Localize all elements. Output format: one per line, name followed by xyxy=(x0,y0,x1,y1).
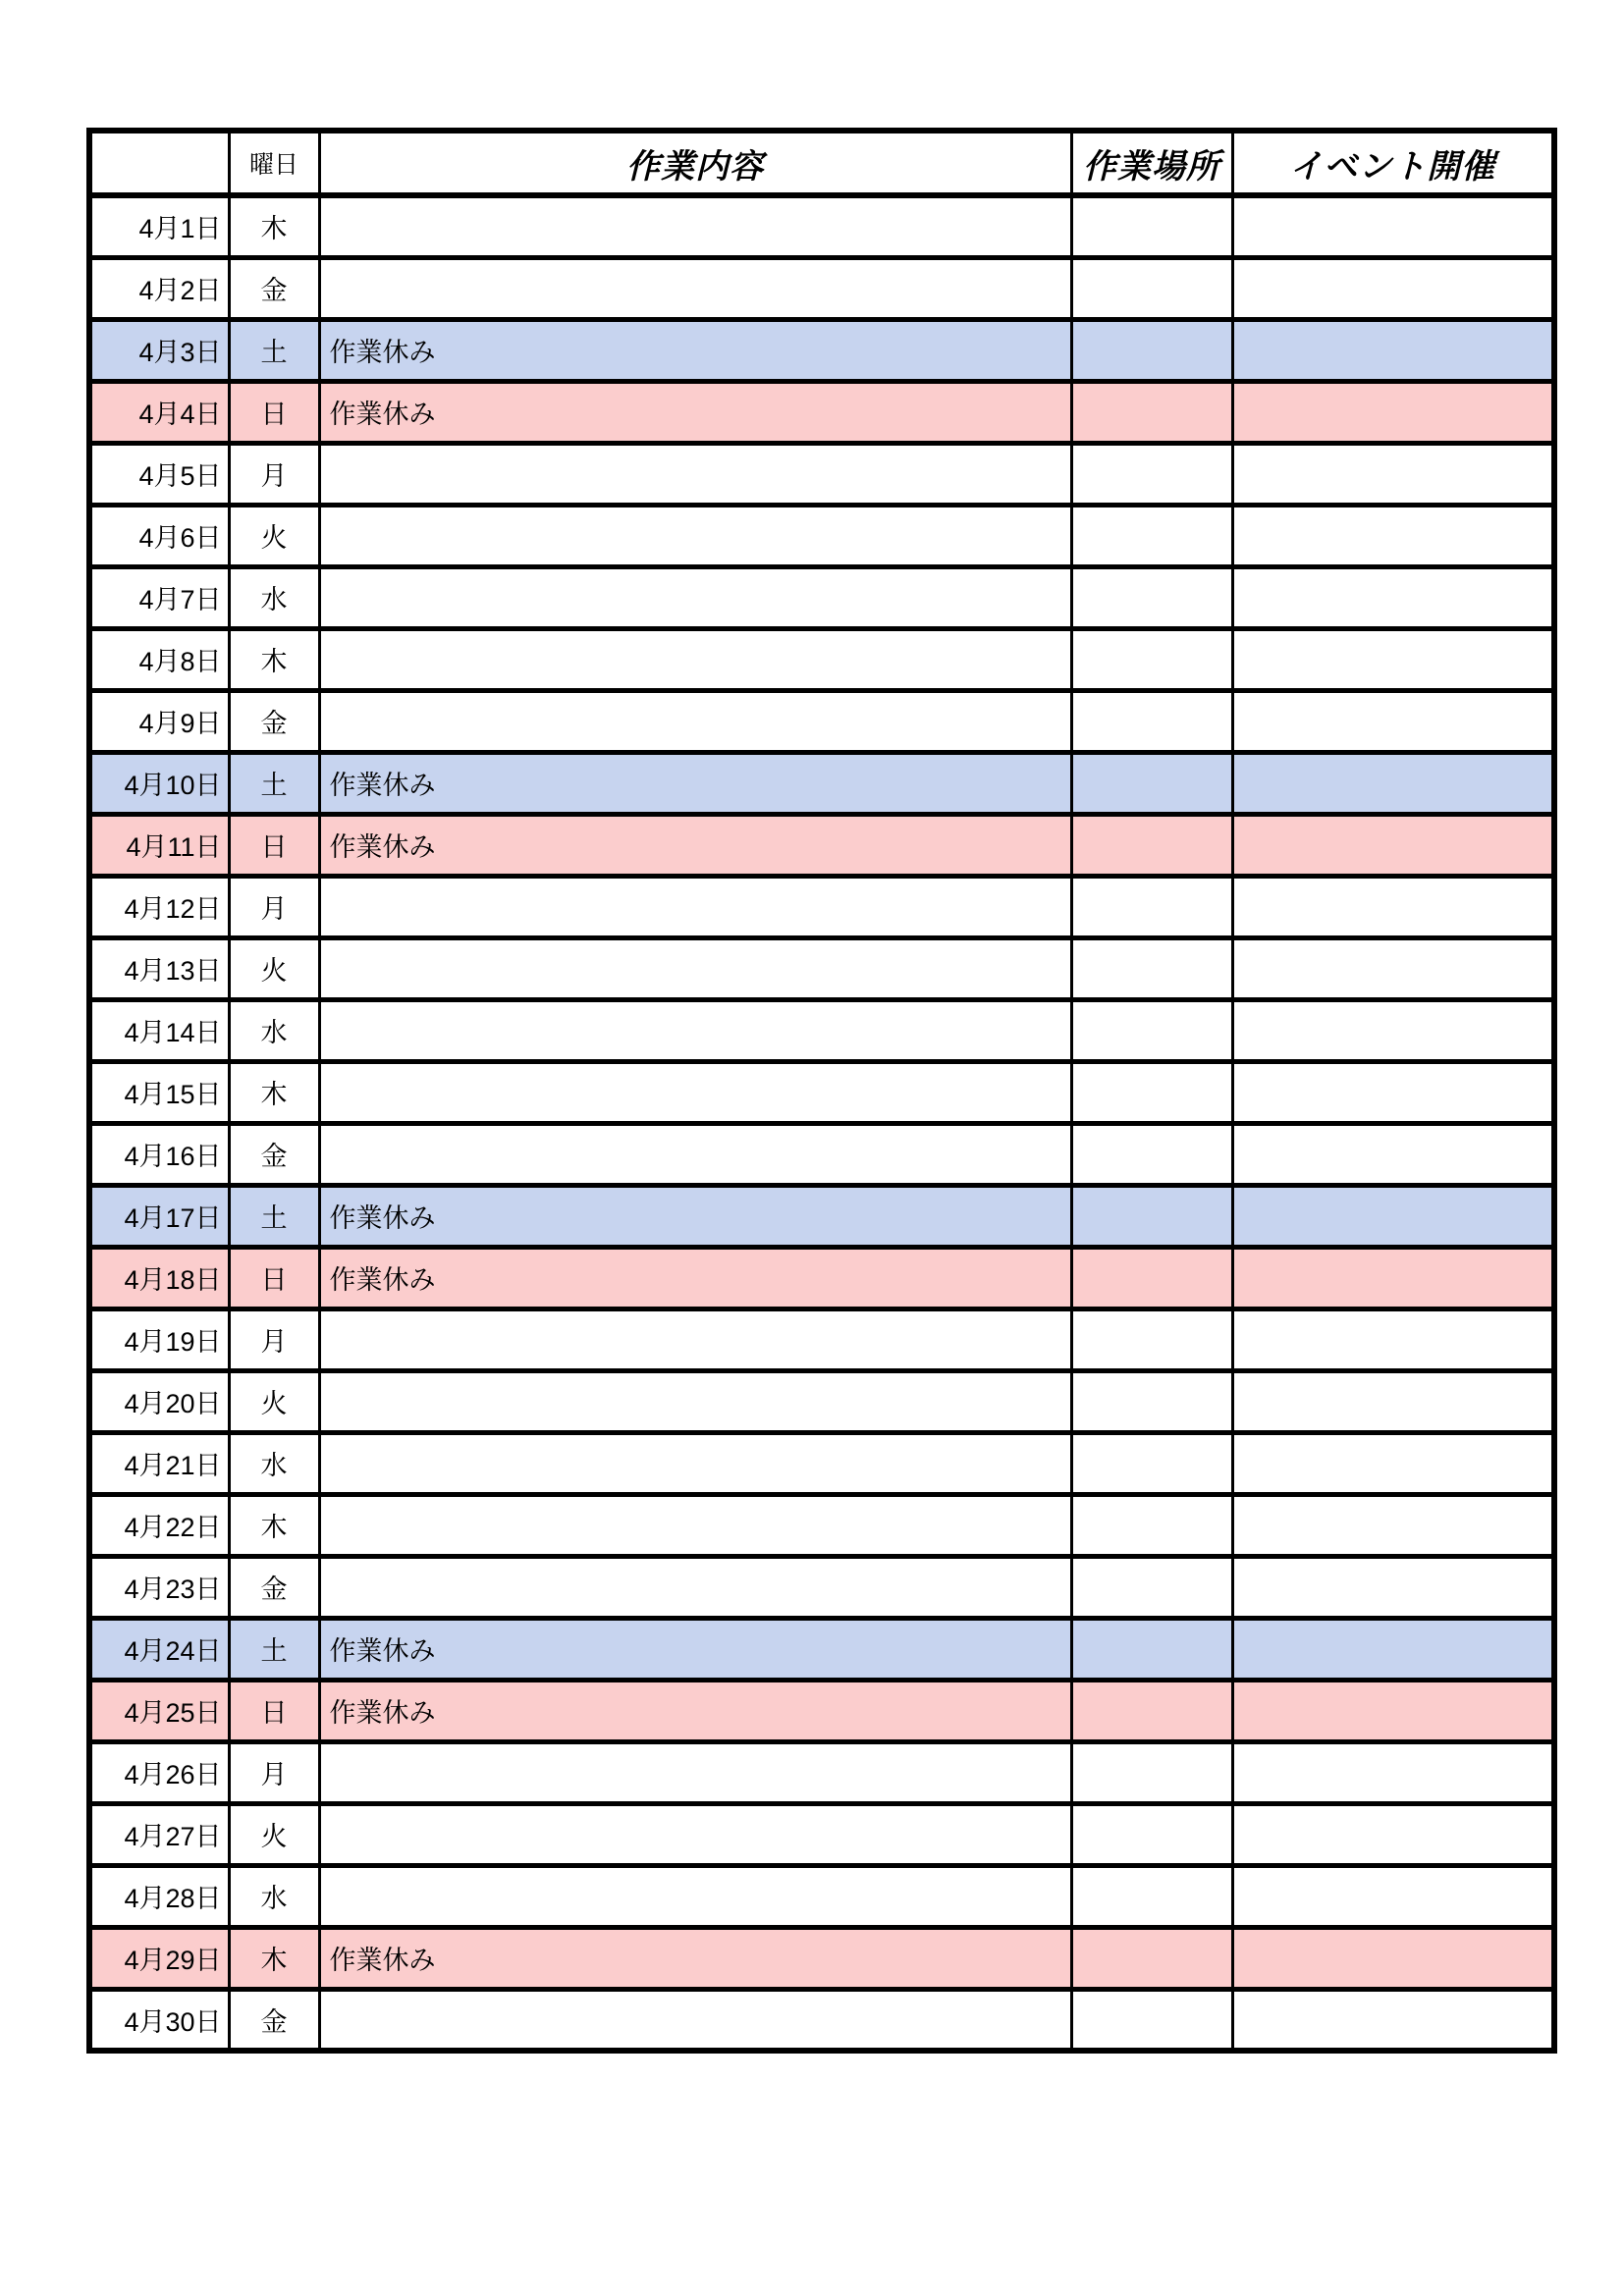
work-location-cell xyxy=(1071,752,1232,814)
event-cell xyxy=(1232,628,1554,690)
table-row xyxy=(89,381,1554,443)
table-row xyxy=(89,1680,1554,1741)
date-cell: 4月15日 xyxy=(89,1061,229,1123)
schedule-table xyxy=(86,128,1557,2054)
weekday-cell: 日 xyxy=(229,1247,319,1308)
work-location-cell xyxy=(1071,937,1232,999)
work-content-cell xyxy=(319,628,1071,690)
work-content-cell: 作業休み xyxy=(319,1185,1071,1247)
work-location-cell xyxy=(1071,876,1232,937)
event-cell xyxy=(1232,937,1554,999)
date-cell: 4月29日 xyxy=(89,1927,229,1989)
date-cell: 4月25日 xyxy=(89,1680,229,1741)
weekday-cell: 火 xyxy=(229,505,319,566)
work-location-cell xyxy=(1071,1927,1232,1989)
weekday-cell: 土 xyxy=(229,1618,319,1680)
work-location-cell xyxy=(1071,1803,1232,1865)
work-content-cell xyxy=(319,1061,1071,1123)
weekday-cell: 金 xyxy=(229,1989,319,2051)
date-cell: 4月30日 xyxy=(89,1989,229,2051)
date-cell: 4月12日 xyxy=(89,876,229,937)
weekday-cell: 金 xyxy=(229,1556,319,1618)
table-row xyxy=(89,1989,1554,2051)
weekday-cell: 日 xyxy=(229,814,319,876)
event-cell xyxy=(1232,814,1554,876)
event-cell xyxy=(1232,752,1554,814)
date-cell: 4月4日 xyxy=(89,381,229,443)
work-location-cell xyxy=(1071,1432,1232,1494)
table-row xyxy=(89,628,1554,690)
weekday-cell: 水 xyxy=(229,999,319,1061)
weekday-cell: 土 xyxy=(229,752,319,814)
date-cell: 4月8日 xyxy=(89,628,229,690)
table-row xyxy=(89,1123,1554,1185)
date-cell: 4月2日 xyxy=(89,257,229,319)
table-row xyxy=(89,1618,1554,1680)
work-content-cell: 作業休み xyxy=(319,319,1071,381)
date-cell: 4月10日 xyxy=(89,752,229,814)
date-cell: 4月9日 xyxy=(89,690,229,752)
event-cell xyxy=(1232,1061,1554,1123)
work-content-cell xyxy=(319,1556,1071,1618)
table-body xyxy=(89,195,1554,2051)
header-date-blank xyxy=(89,131,229,195)
date-cell: 4月28日 xyxy=(89,1865,229,1927)
event-cell xyxy=(1232,1556,1554,1618)
header-event: イベント開催 xyxy=(1232,131,1554,195)
work-content-cell xyxy=(319,566,1071,628)
event-cell xyxy=(1232,1680,1554,1741)
event-cell xyxy=(1232,381,1554,443)
weekday-cell: 木 xyxy=(229,628,319,690)
weekday-cell: 火 xyxy=(229,1803,319,1865)
work-location-cell xyxy=(1071,814,1232,876)
header-row xyxy=(89,131,1554,195)
work-content-cell: 作業休み xyxy=(319,1618,1071,1680)
work-content-cell xyxy=(319,1432,1071,1494)
event-cell xyxy=(1232,1927,1554,1989)
table-row xyxy=(89,1494,1554,1556)
table-row xyxy=(89,1803,1554,1865)
event-cell xyxy=(1232,1308,1554,1370)
table-row xyxy=(89,257,1554,319)
work-content-cell xyxy=(319,1494,1071,1556)
weekday-cell: 水 xyxy=(229,1865,319,1927)
event-cell xyxy=(1232,690,1554,752)
table-row xyxy=(89,1865,1554,1927)
header-work-location: 作業場所 xyxy=(1071,131,1232,195)
date-cell: 4月19日 xyxy=(89,1308,229,1370)
table-row xyxy=(89,319,1554,381)
weekday-cell: 月 xyxy=(229,876,319,937)
weekday-cell: 土 xyxy=(229,319,319,381)
date-cell: 4月16日 xyxy=(89,1123,229,1185)
work-content-cell xyxy=(319,1741,1071,1803)
header-weekday: 曜日 xyxy=(229,131,319,195)
event-cell xyxy=(1232,1741,1554,1803)
table-row xyxy=(89,566,1554,628)
weekday-cell: 木 xyxy=(229,1494,319,1556)
weekday-cell: 金 xyxy=(229,690,319,752)
work-location-cell xyxy=(1071,1680,1232,1741)
work-content-cell: 作業休み xyxy=(319,1247,1071,1308)
work-content-cell: 作業休み xyxy=(319,381,1071,443)
table-row xyxy=(89,195,1554,257)
work-content-cell xyxy=(319,937,1071,999)
date-cell: 4月17日 xyxy=(89,1185,229,1247)
event-cell xyxy=(1232,505,1554,566)
event-cell xyxy=(1232,443,1554,505)
event-cell xyxy=(1232,1432,1554,1494)
event-cell xyxy=(1232,1185,1554,1247)
table-row xyxy=(89,1927,1554,1989)
work-content-cell xyxy=(319,1803,1071,1865)
table-row xyxy=(89,1556,1554,1618)
weekday-cell: 木 xyxy=(229,1061,319,1123)
work-location-cell xyxy=(1071,628,1232,690)
date-cell: 4月24日 xyxy=(89,1618,229,1680)
weekday-cell: 木 xyxy=(229,195,319,257)
work-location-cell xyxy=(1071,319,1232,381)
work-content-cell xyxy=(319,1370,1071,1432)
table-row xyxy=(89,876,1554,937)
work-location-cell xyxy=(1071,1185,1232,1247)
work-location-cell xyxy=(1071,505,1232,566)
date-cell: 4月14日 xyxy=(89,999,229,1061)
date-cell: 4月6日 xyxy=(89,505,229,566)
table-row xyxy=(89,505,1554,566)
event-cell xyxy=(1232,1865,1554,1927)
weekday-cell: 火 xyxy=(229,1370,319,1432)
date-cell: 4月23日 xyxy=(89,1556,229,1618)
work-location-cell xyxy=(1071,1741,1232,1803)
table-row xyxy=(89,937,1554,999)
event-cell xyxy=(1232,1618,1554,1680)
work-content-cell xyxy=(319,505,1071,566)
work-location-cell xyxy=(1071,1123,1232,1185)
weekday-cell: 月 xyxy=(229,443,319,505)
table-row xyxy=(89,1432,1554,1494)
work-content-cell xyxy=(319,257,1071,319)
event-cell xyxy=(1232,1123,1554,1185)
weekday-cell: 水 xyxy=(229,566,319,628)
date-cell: 4月11日 xyxy=(89,814,229,876)
weekday-cell: 月 xyxy=(229,1308,319,1370)
header-work-content: 作業内容 xyxy=(319,131,1071,195)
weekday-cell: 日 xyxy=(229,1680,319,1741)
table-row xyxy=(89,1185,1554,1247)
weekday-cell: 火 xyxy=(229,937,319,999)
work-content-cell xyxy=(319,690,1071,752)
event-cell xyxy=(1232,876,1554,937)
event-cell xyxy=(1232,1803,1554,1865)
date-cell: 4月18日 xyxy=(89,1247,229,1308)
event-cell xyxy=(1232,319,1554,381)
date-cell: 4月22日 xyxy=(89,1494,229,1556)
table-row xyxy=(89,752,1554,814)
date-cell: 4月20日 xyxy=(89,1370,229,1432)
weekday-cell: 金 xyxy=(229,1123,319,1185)
weekday-cell: 木 xyxy=(229,1927,319,1989)
work-location-cell xyxy=(1071,1618,1232,1680)
work-location-cell xyxy=(1071,1865,1232,1927)
work-location-cell xyxy=(1071,1556,1232,1618)
work-content-cell xyxy=(319,1123,1071,1185)
work-content-cell xyxy=(319,1989,1071,2051)
event-cell xyxy=(1232,1370,1554,1432)
work-content-cell xyxy=(319,999,1071,1061)
work-location-cell xyxy=(1071,1989,1232,2051)
weekday-cell: 日 xyxy=(229,381,319,443)
weekday-cell: 土 xyxy=(229,1185,319,1247)
date-cell: 4月1日 xyxy=(89,195,229,257)
work-content-cell xyxy=(319,443,1071,505)
april-work-schedule xyxy=(86,128,1557,2054)
work-location-cell xyxy=(1071,690,1232,752)
table-row xyxy=(89,1741,1554,1803)
table-row xyxy=(89,999,1554,1061)
date-cell: 4月3日 xyxy=(89,319,229,381)
date-cell: 4月7日 xyxy=(89,566,229,628)
work-content-cell: 作業休み xyxy=(319,752,1071,814)
work-location-cell xyxy=(1071,1247,1232,1308)
weekday-cell: 金 xyxy=(229,257,319,319)
work-content-cell: 作業休み xyxy=(319,1927,1071,1989)
date-cell: 4月13日 xyxy=(89,937,229,999)
work-location-cell xyxy=(1071,1061,1232,1123)
event-cell xyxy=(1232,257,1554,319)
event-cell xyxy=(1232,195,1554,257)
table-row xyxy=(89,690,1554,752)
weekday-cell: 月 xyxy=(229,1741,319,1803)
work-location-cell xyxy=(1071,195,1232,257)
work-content-cell: 作業休み xyxy=(319,1680,1071,1741)
table-header xyxy=(89,131,1554,195)
work-location-cell xyxy=(1071,443,1232,505)
work-location-cell xyxy=(1071,381,1232,443)
weekday-cell: 水 xyxy=(229,1432,319,1494)
date-cell: 4月27日 xyxy=(89,1803,229,1865)
work-location-cell xyxy=(1071,1494,1232,1556)
event-cell xyxy=(1232,1989,1554,2051)
table-row xyxy=(89,1061,1554,1123)
work-content-cell: 作業休み xyxy=(319,814,1071,876)
work-location-cell xyxy=(1071,1370,1232,1432)
table-row xyxy=(89,814,1554,876)
table-row xyxy=(89,1370,1554,1432)
work-content-cell xyxy=(319,876,1071,937)
date-cell: 4月21日 xyxy=(89,1432,229,1494)
event-cell xyxy=(1232,1247,1554,1308)
event-cell xyxy=(1232,999,1554,1061)
work-location-cell xyxy=(1071,1308,1232,1370)
date-cell: 4月5日 xyxy=(89,443,229,505)
work-location-cell xyxy=(1071,566,1232,628)
table-row xyxy=(89,443,1554,505)
event-cell xyxy=(1232,1494,1554,1556)
table-row xyxy=(89,1308,1554,1370)
work-location-cell xyxy=(1071,999,1232,1061)
event-cell xyxy=(1232,566,1554,628)
work-content-cell xyxy=(319,1308,1071,1370)
work-location-cell xyxy=(1071,257,1232,319)
work-content-cell xyxy=(319,195,1071,257)
date-cell: 4月26日 xyxy=(89,1741,229,1803)
work-content-cell xyxy=(319,1865,1071,1927)
table-row xyxy=(89,1247,1554,1308)
